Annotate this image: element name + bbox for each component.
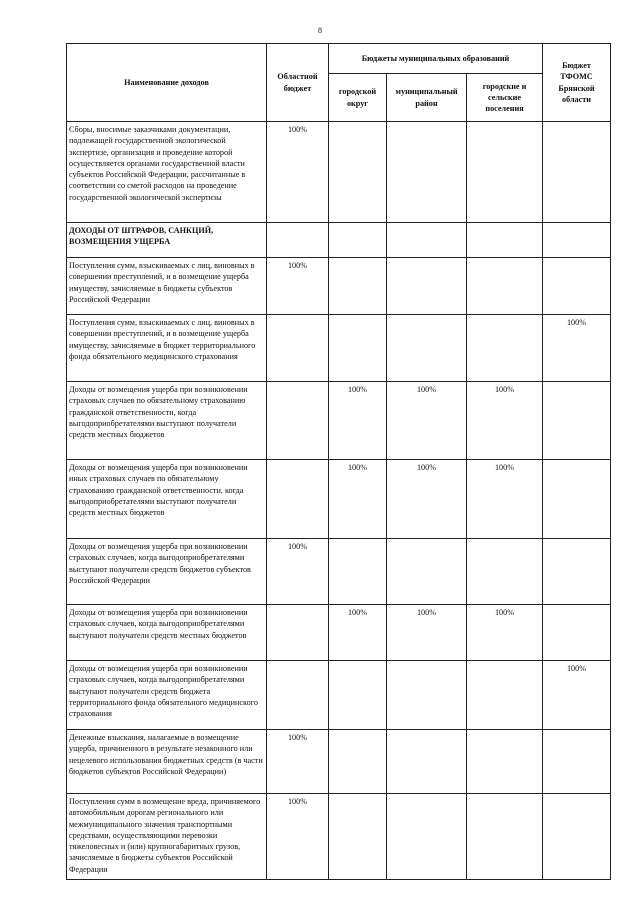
header-municipal-budgets: Бюджеты муниципальных образований (329, 44, 543, 74)
empty-cell (267, 223, 329, 258)
share-cell-tfoms (543, 605, 611, 661)
share-cell-settlements (467, 794, 543, 880)
share-cell-tfoms (543, 382, 611, 460)
share-cell-municipal-district (387, 539, 467, 605)
income-name-cell: Доходы от возмещения ущерба при возникновении иных страховых случаев по обязательному страхованию гражданской ответственности, когда выгодоприобретателями выступают получатели средств местных бюджетов (67, 460, 267, 539)
share-cell-city-district: 100% (329, 460, 387, 539)
share-cell-city-district: 100% (329, 605, 387, 661)
share-cell-city-district (329, 661, 387, 730)
share-cell-tfoms: 100% (543, 661, 611, 730)
table-row (67, 661, 611, 730)
header-municipal-district: муниципальный район (387, 74, 467, 122)
share-cell-tfoms (543, 460, 611, 539)
income-name-cell: Доходы от возмещения ущерба при возникновении страховых случаев, когда выгодоприобретателями выступают получатели средств местных бюджетов (67, 605, 267, 661)
share-cell-settlements: 100% (467, 382, 543, 460)
share-cell-regional (267, 661, 329, 730)
share-cell-tfoms (543, 730, 611, 794)
table-row (67, 382, 611, 460)
share-cell-municipal-district (387, 730, 467, 794)
share-cell-municipal-district (387, 794, 467, 880)
header-regional-budget: Областной бюджет (267, 44, 329, 122)
share-cell-settlements (467, 315, 543, 382)
table-body (67, 122, 611, 880)
table-row (67, 122, 611, 223)
income-name-cell: Денежные взыскания, налагаемые в возмещение ущерба, причиненного в результате незаконного или нецелевого использования бюджетных средств (в части бюджетов субъектов Российской Федерации) (67, 730, 267, 794)
share-cell-city-district: 100% (329, 382, 387, 460)
share-cell-municipal-district (387, 258, 467, 315)
share-cell-tfoms (543, 122, 611, 223)
header-city-district: городской округ (329, 74, 387, 122)
header-income-name: Наименование доходов (67, 44, 267, 122)
table-row (67, 258, 611, 315)
share-cell-tfoms (543, 258, 611, 315)
income-distribution-table (66, 43, 611, 880)
share-cell-settlements (467, 661, 543, 730)
share-cell-tfoms (543, 539, 611, 605)
share-cell-city-district (329, 122, 387, 223)
share-cell-regional: 100% (267, 258, 329, 315)
empty-cell (467, 223, 543, 258)
share-cell-municipal-district (387, 122, 467, 223)
share-cell-regional: 100% (267, 122, 329, 223)
share-cell-settlements (467, 122, 543, 223)
share-cell-regional: 100% (267, 539, 329, 605)
income-name-cell: Доходы от возмещения ущерба при возникновении страховых случаев, когда выгодоприобретателями выступают получатели средств бюджета территориального фонда обязательного медицинского страхования (67, 661, 267, 730)
section-row (67, 223, 611, 258)
table-row (67, 605, 611, 661)
share-cell-city-district (329, 730, 387, 794)
empty-cell (543, 223, 611, 258)
income-name-cell: Сборы, вносимые заказчиками документации, подлежащей государственной экологической экспертизе, организация и проведение которой осуществляется органами государственной власти субъектов Российской Федерации, рассчитанные в соответствии со сметой расходов на проведение государственной экологической экспертизы (67, 122, 267, 223)
share-cell-settlements (467, 258, 543, 315)
share-cell-city-district (329, 794, 387, 880)
share-cell-settlements: 100% (467, 605, 543, 661)
income-name-cell: Поступления сумм, взыскиваемых с лиц, виновных в совершении преступлений, и в возмещение ущерба имуществу, зачисляемые в бюджет территориального фонда обязательного медицинского страхования (67, 315, 267, 382)
empty-cell (329, 223, 387, 258)
share-cell-municipal-district: 100% (387, 460, 467, 539)
section-title: ДОХОДЫ ОТ ШТРАФОВ, САНКЦИЙ, ВОЗМЕЩЕНИЯ УЩЕРБА (67, 223, 267, 258)
share-cell-regional (267, 382, 329, 460)
income-name-cell: Доходы от возмещения ущерба при возникновении страховых случаев, когда выгодоприобретателями выступают получатели средств бюджетов субъектов Российской Федерации (67, 539, 267, 605)
share-cell-regional (267, 315, 329, 382)
share-cell-city-district (329, 258, 387, 315)
share-cell-regional (267, 460, 329, 539)
share-cell-settlements (467, 539, 543, 605)
header-settlements: городские и сельские поселения (467, 74, 543, 122)
table-row (67, 315, 611, 382)
table-row (67, 460, 611, 539)
share-cell-municipal-district (387, 315, 467, 382)
income-name-cell: Поступления сумм в возмещение вреда, причиняемого автомобильным дорогам регионального или межмуниципального значения транспортными средствами, осуществляющими перевозки тяжеловесных и (или) крупногабаритных грузов, зачисляемые в бюджеты субъектов Российской Федерации (67, 794, 267, 880)
share-cell-settlements: 100% (467, 460, 543, 539)
income-name-cell: Поступления сумм, взыскиваемых с лиц, виновных в совершении преступлений, и в возмещение ущерба имуществу, зачисляемые в бюджеты субъектов Российской Федерации (67, 258, 267, 315)
header-tfoms-budget: Бюджет ТФОМС Брянской области (543, 44, 611, 122)
share-cell-municipal-district (387, 661, 467, 730)
share-cell-city-district (329, 539, 387, 605)
share-cell-regional (267, 605, 329, 661)
share-cell-municipal-district: 100% (387, 382, 467, 460)
share-cell-tfoms: 100% (543, 315, 611, 382)
share-cell-city-district (329, 315, 387, 382)
share-cell-settlements (467, 730, 543, 794)
share-cell-tfoms (543, 794, 611, 880)
share-cell-municipal-district: 100% (387, 605, 467, 661)
table-row (67, 730, 611, 794)
share-cell-regional: 100% (267, 794, 329, 880)
table-row (67, 794, 611, 880)
empty-cell (387, 223, 467, 258)
page-number: 8 (318, 26, 322, 35)
table-row (67, 539, 611, 605)
income-name-cell: Доходы от возмещения ущерба при возникновении страховых случаев по обязательному страхованию гражданской ответственности, когда выгодоприобретателями выступают получатели средств местных бюджетов (67, 382, 267, 460)
share-cell-regional: 100% (267, 730, 329, 794)
